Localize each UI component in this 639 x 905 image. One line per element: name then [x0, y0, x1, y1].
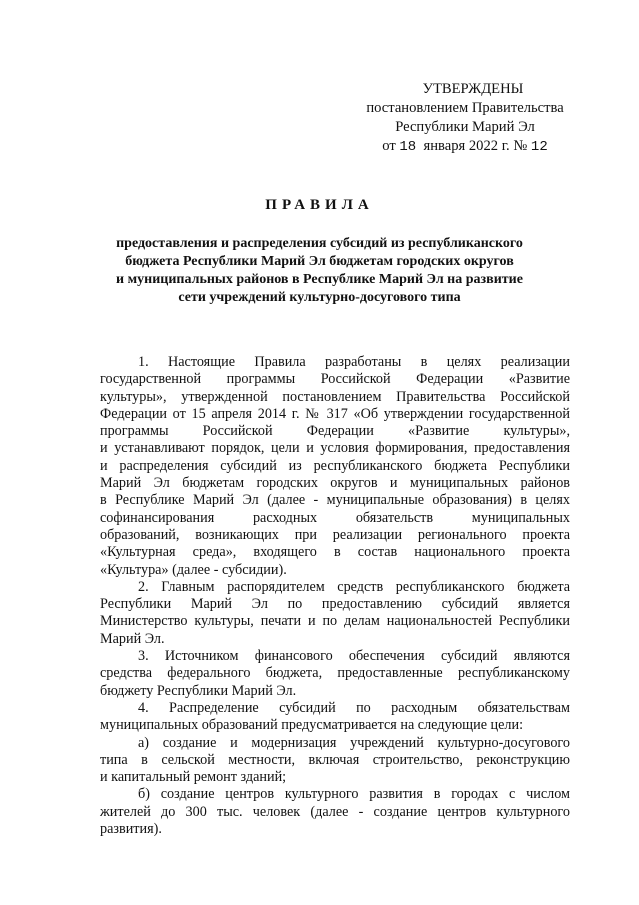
approval-line-3: Республики Марий Эл: [395, 119, 535, 135]
body-line: Марий Эл бюджетам городских округов и муниципальных районов: [100, 475, 570, 492]
approval-heading: УТВЕРЖДЕНЫ: [422, 81, 524, 97]
body-line: 2. Главным распорядителем средств республиканского бюджета: [138, 578, 570, 595]
body-line: развития).: [100, 821, 162, 838]
body-line: средства федерального бюджета, предоставленные республиканскому: [100, 665, 570, 682]
subtitle-line: предоставления и распределения субсидий из республиканского: [116, 236, 523, 251]
body-line: софинансирования расходных обязательств муниципальных: [100, 509, 570, 526]
body-line: государственной программы Российской Федерации «Развитие: [100, 371, 570, 388]
body-line: программы Российской Федерации «Развитие культуры»,: [100, 423, 570, 440]
body-line: Министерство культуры, печати и по делам национальностей Республики: [100, 613, 570, 630]
approval-day: 18: [399, 139, 417, 155]
body-line: типа в сельской местности, включая строительство, реконструкцию: [100, 751, 570, 768]
subtitle-line: сети учреждений культурно-досугового типа: [178, 290, 461, 305]
body-line: Марий Эл.: [100, 630, 165, 647]
body-line: и устанавливают порядок, цели и условия формирования, предоставления: [100, 440, 570, 457]
approval-number: 12: [530, 139, 548, 155]
body-line: бюджету Республики Марий Эл.: [100, 682, 297, 699]
body-line: «Культурная среда», входящего в состав национального проекта: [100, 544, 570, 561]
approval-date-line: [330, 137, 600, 157]
approval-line-2: постановлением Правительства: [366, 100, 564, 116]
subtitle-line: и муниципальных районов в Республике Марий Эл на развитие: [116, 272, 523, 287]
body-line: «Культура» (далее - субсидии).: [100, 561, 287, 578]
body-line: а) создание и модернизация учреждений культурно-досугового: [138, 734, 570, 751]
body-line: б) создание центров культурного развития в городах с числом: [138, 786, 570, 803]
body-line: образований, возникающих при реализации регионального проекта: [100, 526, 570, 543]
approval-date-prefix: от: [382, 138, 396, 154]
body-line: Республики Марий Эл по предоставлению субсидий является: [100, 596, 570, 613]
body-line: 3. Источником финансового обеспечения субсидий являются: [138, 648, 570, 665]
body-line: и распределения субсидий из республиканского бюджета Республики: [100, 457, 570, 474]
body-line: и капитальный ремонт зданий;: [100, 769, 287, 786]
body-line: культуры», утвержденной постановлением Правительства Российской: [100, 388, 570, 405]
document-body: [100, 354, 570, 838]
body-line: 1. Настоящие Правила разработаны в целях реализации: [138, 354, 570, 370]
body-line: в Республике Марий Эл (далее - муниципальные образования) в целях: [100, 492, 570, 509]
document-title: ПРАВИЛА: [265, 197, 374, 213]
body-line: 4. Распределение субсидий по расходным обязательствам: [138, 699, 570, 716]
body-line: Федерации от 15 апреля 2014 г. № 317 «Об утверждении государственной: [100, 405, 570, 422]
body-line: муниципальных образований предусматривается на следующие цели:: [100, 717, 524, 734]
document-subtitle: [100, 235, 539, 307]
approval-stamp: [330, 80, 600, 157]
body-line: жителей до 300 тыс. человек (далее - создание центров культурного: [100, 803, 570, 820]
subtitle-line: бюджета Республики Марий Эл бюджетам городских округов: [125, 254, 514, 269]
approval-month-year: января 2022 г. №: [423, 138, 528, 154]
